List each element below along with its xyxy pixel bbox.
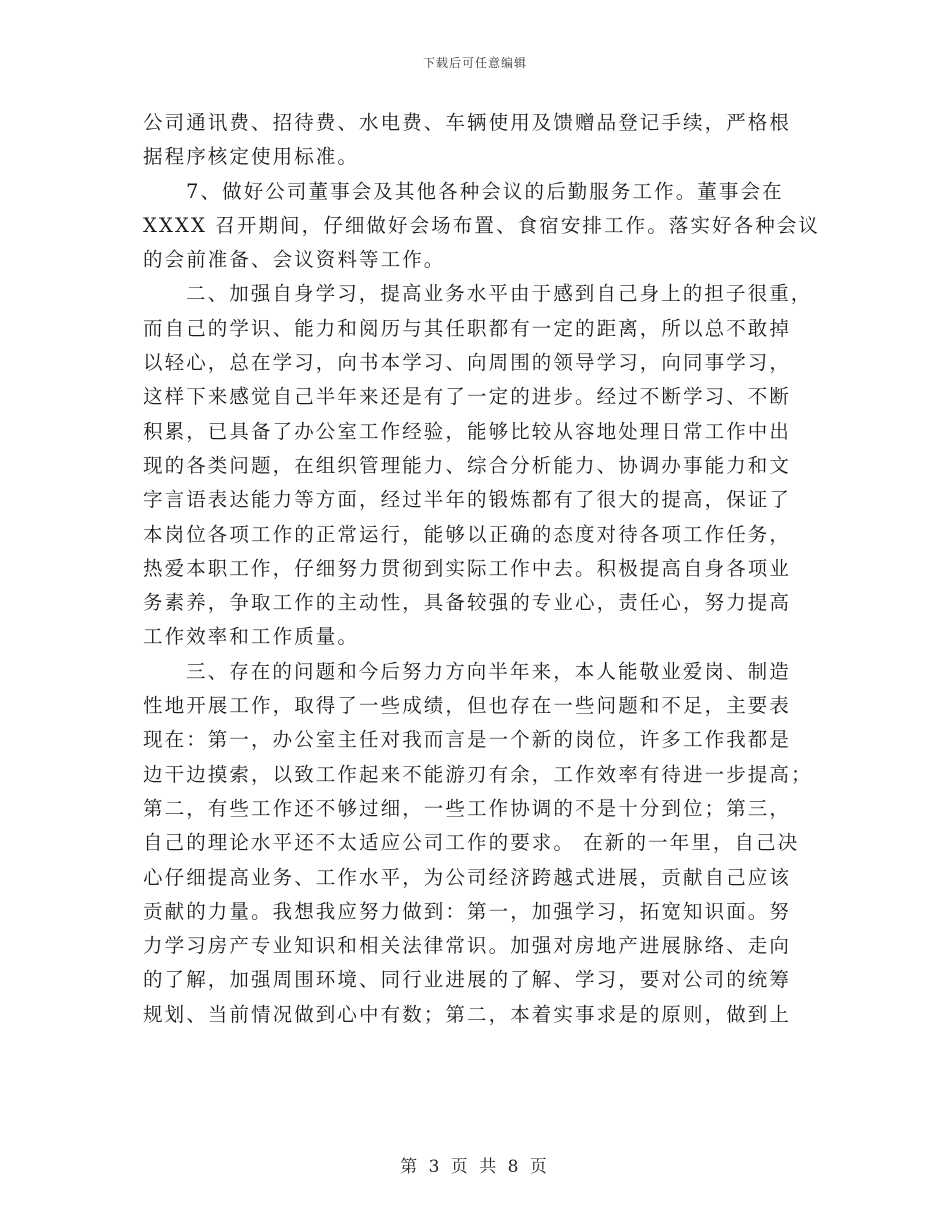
text-line: 字言语表达能力等方面，经过半年的锻炼都有了很大的提高，保证了 bbox=[143, 488, 792, 512]
text-line: 公司通讯费、招待费、水电费、车辆使用及馈赠品登记手续，严格根 bbox=[143, 111, 792, 134]
text-line: 力学习房产专业知识和相关法律常识。加强对房地产进展脉络、走向 bbox=[143, 934, 792, 958]
text-line: 现的各类问题，在组织管理能力、综合分析能力、协调办事能力和文 bbox=[143, 453, 792, 477]
text-line: 而自己的学识、能力和阅历与其任职都有一定的距离，所以总不敢掉 bbox=[143, 316, 792, 340]
text-line: 据程序核定使用标准。 bbox=[143, 145, 360, 169]
text-line: 以轻心，总在学习，向书本学习、向周围的领导学习，向同事学习， bbox=[143, 351, 792, 375]
text-line: 性地开展工作，取得了一些成绩，但也存在一些问题和不足，主要表 bbox=[143, 694, 792, 718]
text-line: 工作效率和工作质量。 bbox=[143, 625, 360, 649]
text-line: 心仔细提高业务、工作水平，为公司经济跨越式进展，贡献自己应该 bbox=[143, 865, 792, 889]
text-line: 自己的理论水平还不太适应公司工作的要求。 在新的一年里，自己决 bbox=[143, 831, 800, 855]
text-line: 这样下来感觉自己半年来还是有了一定的进步。经过不断学习、不断 bbox=[143, 385, 792, 409]
page-number-footer: 第 3 页 共 8 页 bbox=[400, 1157, 550, 1177]
text-line: 二、加强自身学习，提高业务水平由于感到自己身上的担子很重， bbox=[186, 282, 813, 306]
text-line: 积累，已具备了办公室工作经验，能够比较从容地处理日常工作中出 bbox=[143, 419, 792, 443]
document-body bbox=[143, 106, 821, 1032]
text-line: 的了解，加强周围环境、同行业进展的了解、学习，要对公司的统筹 bbox=[143, 968, 792, 992]
text-line: 第二，有些工作还不够过细，一些工作协调的不是十分到位；第三， bbox=[143, 796, 792, 820]
page-header: 下载后可任意编辑 bbox=[422, 56, 527, 70]
text-line: 本岗位各项工作的正常运行，能够以正确的态度对待各项工作任务， bbox=[143, 522, 792, 546]
text-line: XXXX 召开期间，仔细做好会场布置、食宿安排工作。落实好各种会议 bbox=[143, 213, 821, 237]
text-line: 务素养，争取工作的主动性，具备较强的专业心，责任心，努力提高 bbox=[143, 591, 792, 615]
text-line: 7、做好公司董事会及其他各种会议的后勤服务工作。董事会在 bbox=[186, 179, 784, 203]
text-line: 规划、当前情况做到心中有数；第二，本着实事求是的原则，做到上 bbox=[143, 1002, 792, 1026]
text-line: 的会前准备、会议资料等工作。 bbox=[143, 248, 446, 272]
text-line: 现在：第一，办公室主任对我而言是一个新的岗位，许多工作我都是 bbox=[143, 728, 792, 752]
text-line: 贡献的力量。我想我应努力做到：第一，加强学习，拓宽知识面。努 bbox=[143, 899, 792, 923]
text-line: 边干边摸索，以致工作起来不能游刃有余，工作效率有待进一步提高； bbox=[143, 762, 813, 786]
text-line: 热爱本职工作，仔细努力贯彻到实际工作中去。积极提高自身各项业 bbox=[143, 556, 792, 580]
text-line: 三、存在的问题和今后努力方向半年来，本人能敬业爱岗、制造 bbox=[186, 659, 791, 683]
